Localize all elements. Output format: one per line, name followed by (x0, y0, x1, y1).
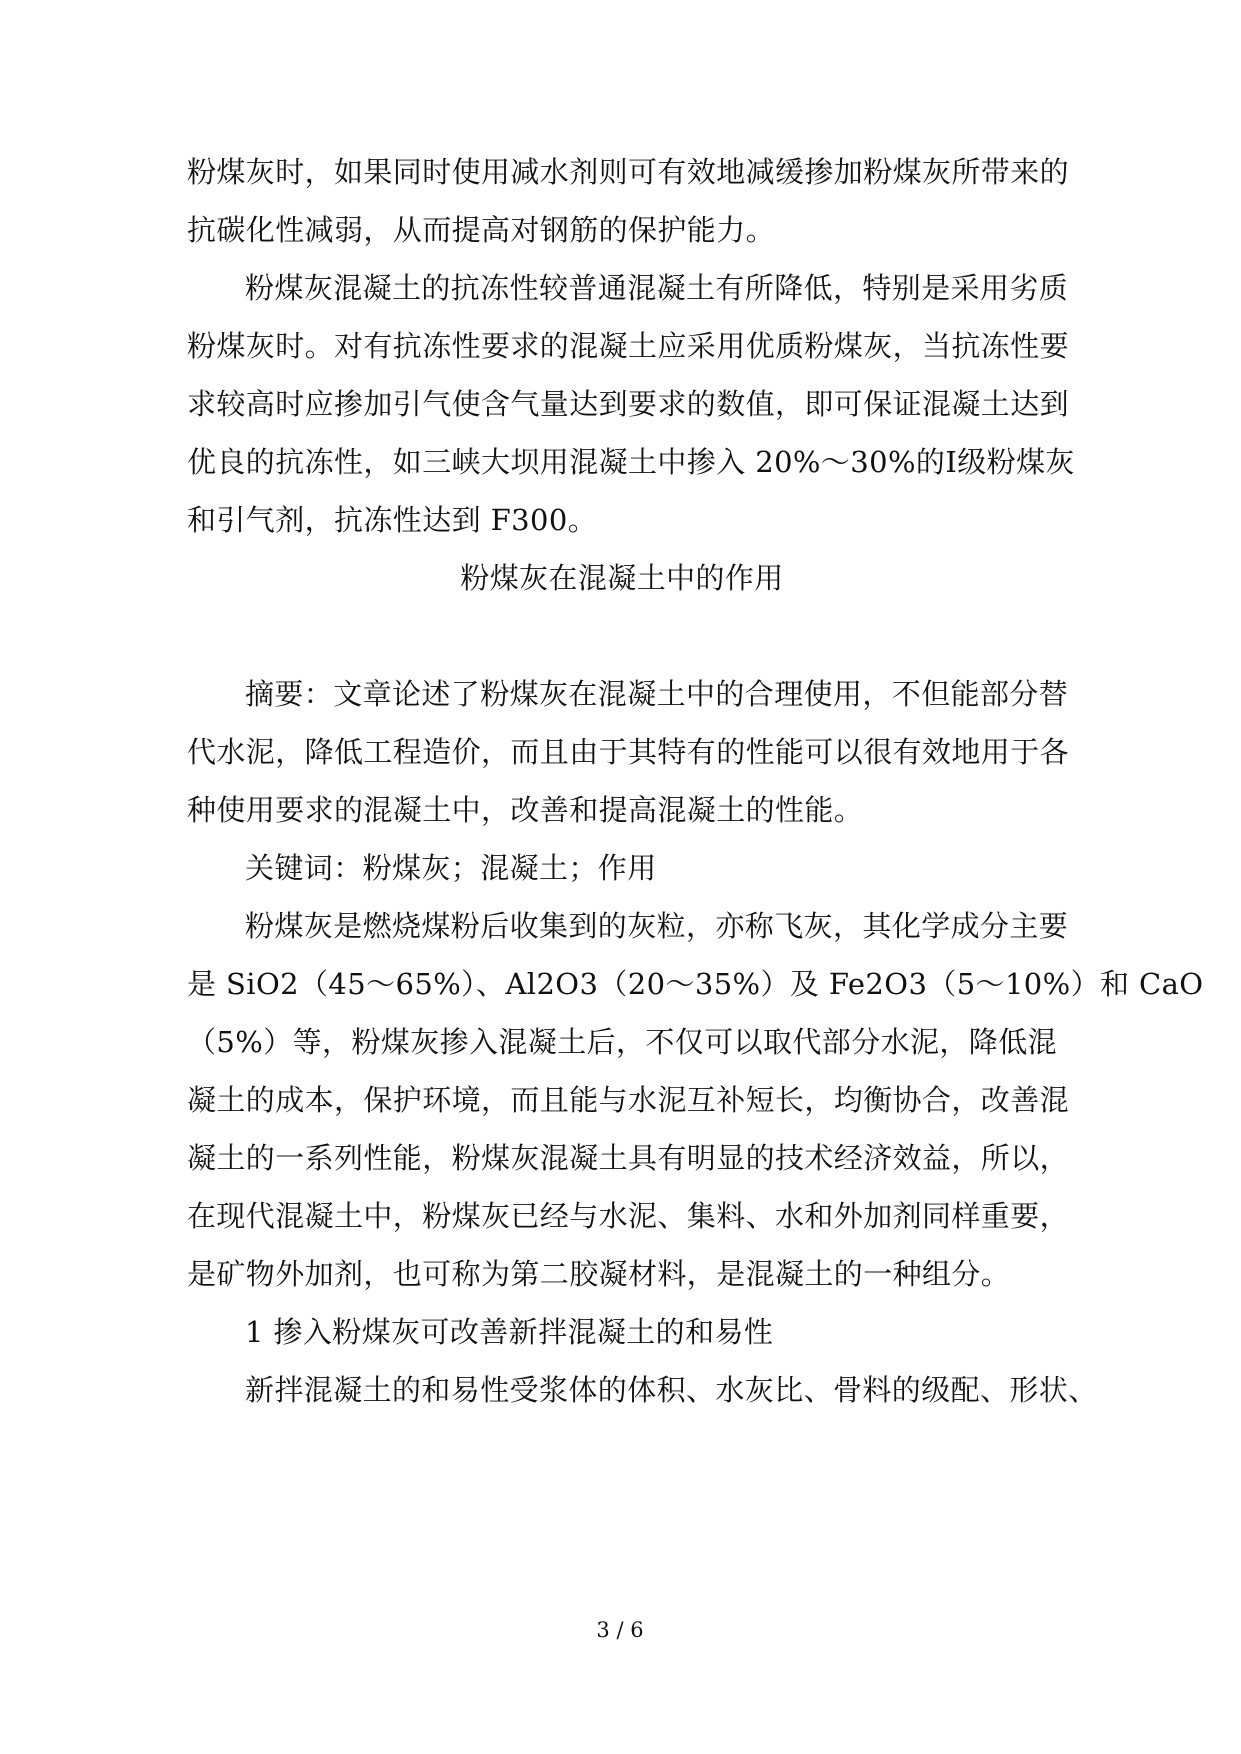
paragraph-line: 抗碳化性减弱，从而提高对钢筋的保护能力。 (187, 213, 776, 247)
paragraph-line: 求较高时应掺加引气使含气量达到要求的数值，即可保证混凝土达到 (187, 387, 1070, 421)
paragraph-line: 和引气剂，抗冻性达到 F300。 (187, 503, 598, 537)
paragraph-line: 新拌混凝土的和易性受浆体的体积、水灰比、骨料的级配、形状、 (245, 1373, 1098, 1407)
abstract-line: 种使用要求的混凝土中，改善和提高混凝土的性能。 (187, 793, 864, 827)
paragraph-line: 是矿物外加剂，也可称为第二胶凝材料，是混凝土的一种组分。 (187, 1257, 1011, 1291)
paragraph-line: 粉煤灰时，如果同时使用减水剂则可有效地减缓掺加粉煤灰所带来的 (187, 155, 1070, 189)
paragraph-line: 粉煤灰是燃烧煤粉后收集到的灰粒，亦称飞灰，其化学成分主要 (245, 909, 1069, 943)
paragraph-line: 优良的抗冻性，如三峡大坝用混凝土中掺入 20%～30%的Ⅰ级粉煤灰 (187, 445, 1075, 479)
page-number: 3 / 6 (596, 1618, 644, 1642)
paragraph-line: 是 SiO2（45～65%）、Al2O3（20～35%）及 Fe2O3（5～10%）和 CaO (187, 967, 1204, 1001)
paragraph-line: 粉煤灰混凝土的抗冻性较普通混凝土有所降低，特别是采用劣质 (245, 271, 1069, 305)
paragraph-line: （5%）等，粉煤灰掺入混凝土后，不仅可以取代部分水泥，降低混 (187, 1025, 1058, 1059)
document-title: 粉煤灰在混凝土中的作用 (460, 561, 784, 595)
paragraph-line: 粉煤灰时。对有抗冻性要求的混凝土应采用优质粉煤灰，当抗冻性要 (187, 329, 1070, 363)
section-heading: 1 掺入粉煤灰可改善新拌混凝土的和易性 (245, 1315, 774, 1349)
abstract-line: 代水泥，降低工程造价，而且由于其特有的性能可以很有效地用于各 (187, 735, 1070, 769)
paragraph-line: 凝土的一系列性能，粉煤灰混凝土具有明显的技术经济效益，所以， (187, 1141, 1070, 1175)
paragraph-line: 在现代混凝土中，粉煤灰已经与水泥、集料、水和外加剂同样重要， (187, 1199, 1070, 1233)
paragraph-line: 凝土的成本，保护环境，而且能与水泥互补短长，均衡协合，改善混 (187, 1083, 1070, 1117)
keywords: 关键词：粉煤灰；混凝土；作用 (245, 851, 657, 885)
abstract-line: 摘要：文章论述了粉煤灰在混凝土中的合理使用，不但能部分替 (245, 677, 1069, 711)
